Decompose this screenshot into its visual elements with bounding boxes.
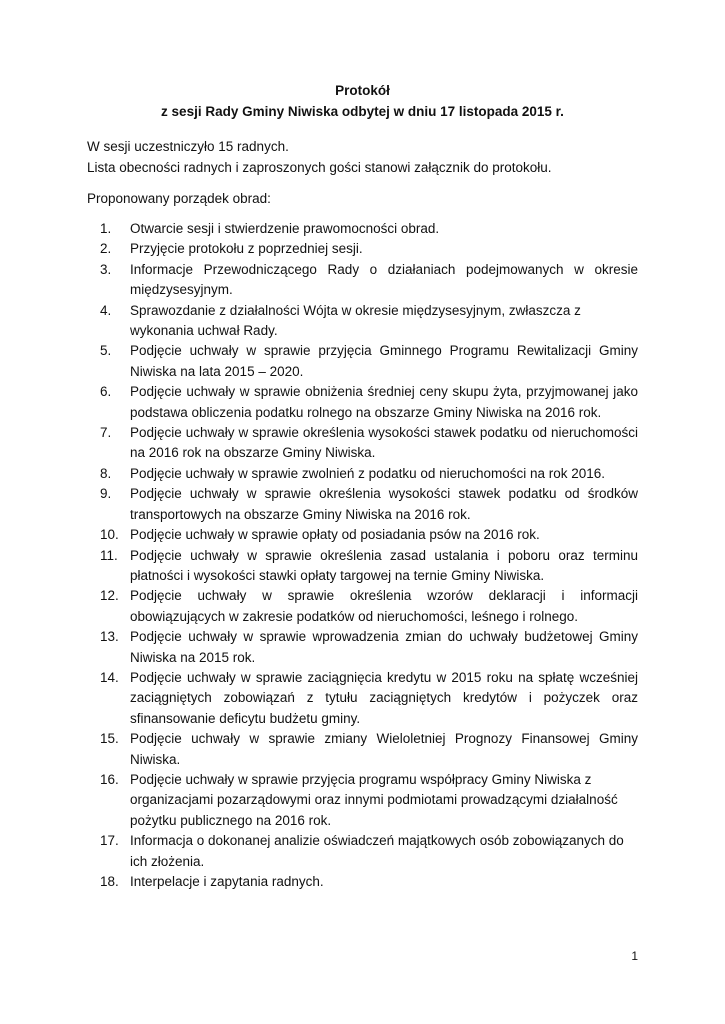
agenda-heading: Proponowany porządek obrad: [87,191,271,206]
agenda-item-text: Podjęcie uchwały w sprawie zaciągnięcia kredytu w 2015 roku na spłatę wcześniej zaciągniętych zobowiązań z tytułu zaciągniętych kredytów i pożyczek oraz sfinansowanie deficytu budżetu gminy. [130,669,638,726]
agenda-item-text: Sprawozdanie z działalności Wójta w okresie międzysesyjnym, zwłaszcza z wykonania uchwał Rady. [130,302,581,339]
agenda-item-number: 12. [100,588,119,604]
agenda-item-text: Podjęcie uchwały w sprawie określenia wysokości stawek podatku od nieruchomości na 2016 rok na obszarze Gminy Niwiska. [130,425,638,461]
agenda-item-number: 5. [100,343,112,359]
agenda-item-number: 15. [100,731,119,747]
page-number: 1 [631,949,638,963]
agenda-item-number: 4. [100,302,112,318]
agenda-item-number: 2. [100,241,112,257]
agenda-item-number: 8. [100,465,112,481]
agenda-item [87,831,638,872]
agenda-item-number: 13. [100,629,119,645]
agenda-item-text: Interpelacje i zapytania radnych. [130,874,324,889]
agenda-item-text: Podjęcie uchwały w sprawie obniżenia średniej ceny skupu żyta, przyjmowanej jako podstawa obliczenia podatku rolnego na obszarze Gminy Niwiska na 2016 rok. [130,384,638,420]
agenda-item [87,586,638,627]
document-title: Protokół [335,83,390,98]
agenda-item-text: Otwarcie sesji i stwierdzenie prawomocności obrad. [130,221,440,236]
agenda-item [87,301,638,342]
agenda-item-number: 6. [100,384,112,400]
agenda-item [87,341,638,382]
agenda-item [87,464,638,484]
agenda-item-text: Podjęcie uchwały w sprawie wprowadzenia zmian do uchwały budżetowej Gminy Niwiska na 2015 rok. [130,629,638,665]
agenda-item-number: 7. [100,425,112,441]
agenda-item-number: 18. [100,874,119,889]
agenda-item [87,484,638,525]
agenda-item-number: 10. [100,527,119,543]
agenda-item-text: Podjęcie uchwały w sprawie przyjęcia Gminnego Programu Rewitalizacji Gminy Niwiska na lata 2015 – 2020. [130,343,638,379]
agenda-item-text: Podjęcie uchwały w sprawie określenia zasad ustalania i poboru oraz terminu płatności i wysokości stawki opłaty targowej na ternie Gminy Niwiska. [130,547,638,583]
agenda-item-number: 1. [100,221,112,236]
agenda-item [87,627,638,668]
attendance-list-note: Lista obecności radnych i zaproszonych gości stanowi załącznik do protokołu. [87,159,552,175]
agenda-item-text: Podjęcie uchwały w sprawie określenia wzorów deklaracji i informacji obowiązujących w zakresie podatków od nieruchomości, leśnego i rolnego. [130,588,638,624]
agenda-item-text: Informacje Przewodniczącego Rady o działaniach podejmowanych w okresie międzysesyjnym. [130,261,638,298]
agenda-item-text: Podjęcie uchwały w sprawie zwolnień z podatku od nieruchomości na rok 2016. [130,465,606,481]
agenda-item-text: Podjęcie uchwały w sprawie opłaty od posiadania psów na 2016 rok. [130,527,540,543]
agenda-item [87,525,638,545]
agenda-item-text: Podjęcie uchwały w sprawie zmiany Wieloletniej Prognozy Finansowej Gminy Niwiska. [130,731,638,767]
agenda-item [87,239,638,259]
agenda-item [87,423,638,464]
agenda-item-number: 16. [100,771,119,787]
agenda-list [87,219,638,892]
agenda-item-number: 3. [100,261,112,277]
attendance-line: W sesji uczestniczyło 15 radnych. [87,139,289,154]
agenda-item [87,260,638,301]
agenda-item-number: 14. [100,669,119,685]
agenda-item-number: 11. [100,547,118,563]
agenda-item-number: 17. [100,833,119,849]
agenda-item [87,382,638,423]
agenda-item-text: Przyjęcie protokołu z poprzedniej sesji. [130,241,363,257]
agenda-item [87,872,638,892]
document-header [0,80,725,122]
document-subtitle: z sesji Rady Gminy Niwiska odbytej w dniu 17 listopada 2015 r. [161,104,564,119]
agenda-item [87,219,638,239]
agenda-item-text: Informacja o dokonanej analizie oświadczeń majątkowych osób zobowiązanych do ich złożenia. [130,833,624,869]
intro-section [87,137,647,178]
agenda-item-text: Podjęcie uchwały w sprawie przyjęcia programu współpracy Gminy Niwiska z organizacjami pozarządowymi oraz innymi podmiotami prowadzącymi działalność pożytku publicznego na 2016 rok. [130,771,618,828]
agenda-item [87,546,638,587]
agenda-item [87,668,638,729]
agenda-item-number: 9. [100,486,112,502]
agenda-item [87,770,638,831]
agenda-item-text: Podjęcie uchwały w sprawie określenia wysokości stawek podatku od środków transportowych na obszarze Gminy Niwiska na 2016 rok. [130,486,638,522]
agenda-item [87,729,638,770]
